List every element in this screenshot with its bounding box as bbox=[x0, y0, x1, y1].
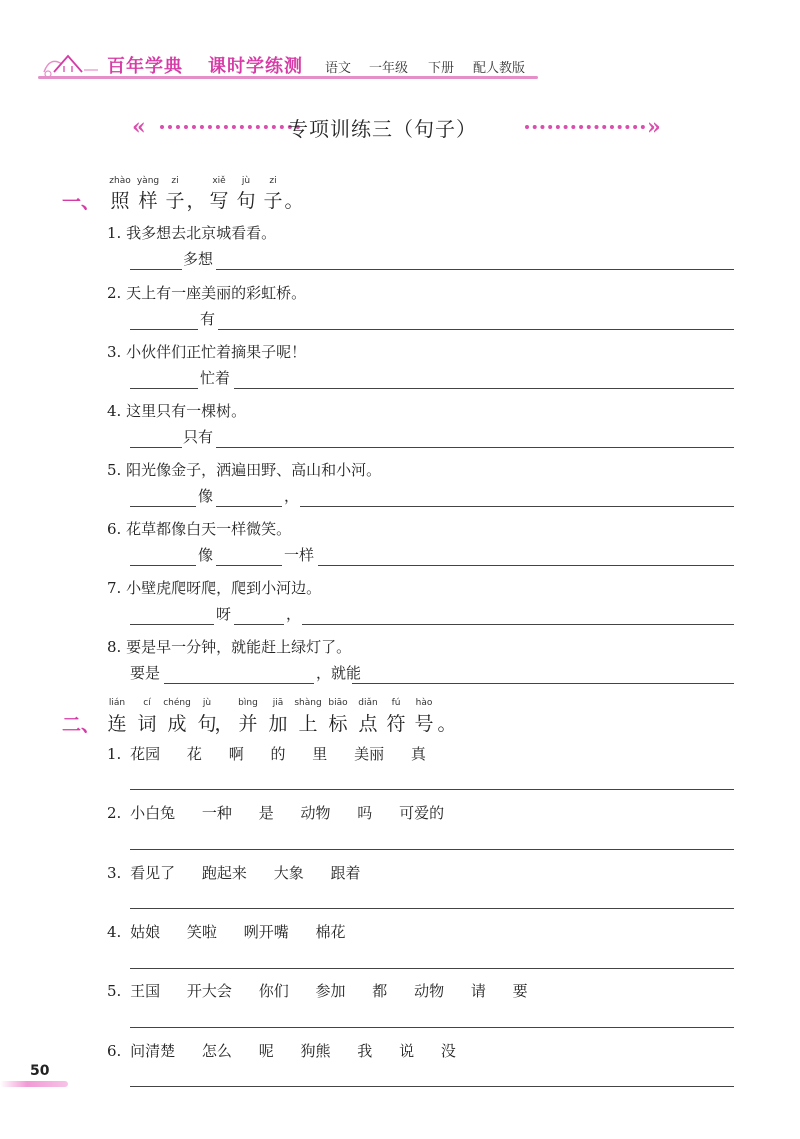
word: 看见了 bbox=[130, 864, 176, 882]
answer-blank[interactable] bbox=[130, 565, 196, 566]
answer-blank[interactable] bbox=[216, 269, 734, 270]
answer-line[interactable] bbox=[130, 968, 734, 969]
heading-char: 点 bbox=[358, 713, 378, 735]
answer-blank[interactable] bbox=[130, 329, 198, 330]
answer-line[interactable] bbox=[130, 1027, 734, 1028]
pattern-word: 多想 bbox=[183, 250, 214, 268]
answer-row bbox=[130, 605, 734, 627]
pattern-word: ，就能 bbox=[316, 664, 362, 682]
answer-blank[interactable] bbox=[234, 388, 734, 389]
pinyin: fú bbox=[391, 698, 401, 708]
item-index: 3. bbox=[107, 864, 122, 882]
answer-blank[interactable] bbox=[130, 269, 182, 270]
example-sentence: 7. 小壁虎爬呀爬，爬到小河边。 bbox=[107, 579, 322, 597]
word: 笑啦 bbox=[186, 923, 217, 941]
heading-char: 子 bbox=[263, 190, 283, 212]
item-index: 6. bbox=[107, 1042, 122, 1060]
house-logo-icon bbox=[40, 46, 100, 80]
pinyin: chéng bbox=[163, 698, 191, 708]
word-list bbox=[107, 802, 466, 823]
double-chevron-left-icon: « bbox=[132, 114, 140, 140]
word: 没 bbox=[440, 1042, 456, 1060]
pattern-word: 忙着 bbox=[200, 369, 231, 387]
word: 花 bbox=[186, 745, 202, 763]
answer-line[interactable] bbox=[130, 849, 734, 850]
answer-row bbox=[130, 250, 734, 272]
pinyin: jù bbox=[241, 176, 251, 186]
answer-blank[interactable] bbox=[302, 624, 734, 625]
heading-punct: 。 bbox=[284, 190, 304, 212]
heading-char: 词 bbox=[137, 713, 157, 735]
heading-char: 加 bbox=[268, 713, 288, 735]
word: 怎么 bbox=[201, 1042, 232, 1060]
section1-number: 一、 bbox=[62, 191, 101, 213]
answer-blank[interactable] bbox=[130, 447, 182, 448]
page-number: 50 bbox=[30, 1063, 50, 1079]
pattern-word: 像 bbox=[198, 487, 214, 505]
example-sentence: 2. 天上有一座美丽的彩虹桥。 bbox=[107, 284, 307, 302]
word: 动物 bbox=[300, 804, 331, 822]
word: 跑起来 bbox=[201, 864, 247, 882]
word: 要 bbox=[512, 982, 528, 1000]
answer-blank[interactable] bbox=[216, 565, 282, 566]
word: 小白兔 bbox=[130, 804, 176, 822]
word: 请 bbox=[470, 982, 486, 1000]
word: 都 bbox=[372, 982, 388, 1000]
pattern-word: 一样 bbox=[284, 546, 315, 564]
item-index: 5. bbox=[107, 982, 122, 1000]
answer-row bbox=[130, 428, 734, 450]
word: 棉花 bbox=[315, 923, 346, 941]
word-list bbox=[107, 980, 550, 1001]
word: 咧开嘴 bbox=[243, 923, 289, 941]
word: 美丽 bbox=[354, 745, 385, 763]
answer-blank[interactable] bbox=[130, 388, 198, 389]
example-sentence: 4. 这里只有一棵树。 bbox=[107, 402, 247, 420]
answer-row bbox=[130, 310, 734, 332]
word: 我 bbox=[357, 1042, 373, 1060]
pattern-word: 有 bbox=[200, 310, 216, 328]
answer-row bbox=[130, 369, 734, 391]
answer-blank[interactable] bbox=[234, 624, 284, 625]
pinyin: zhào bbox=[109, 176, 131, 186]
pattern-word: 像 bbox=[198, 546, 214, 564]
heading-char: 上 bbox=[298, 713, 318, 735]
answer-blank[interactable] bbox=[218, 329, 734, 330]
header-brand: 百年学典 bbox=[107, 56, 183, 77]
answer-row bbox=[130, 487, 734, 509]
pinyin: jiā bbox=[272, 698, 284, 708]
word: 开大会 bbox=[186, 982, 232, 1000]
example-sentence: 6. 花草都像白天一样微笑。 bbox=[107, 520, 292, 538]
example-sentence: 1. 我多想去北京城看看。 bbox=[107, 224, 277, 242]
heading-char: 符 bbox=[386, 713, 406, 735]
item-index: 2. bbox=[107, 804, 122, 822]
section2-number: 二、 bbox=[62, 714, 101, 736]
answer-line[interactable] bbox=[130, 789, 734, 790]
heading-char: 句 bbox=[236, 190, 256, 212]
example-sentence: 5. 阳光像金子，洒遍田野、高山和小河。 bbox=[107, 461, 382, 479]
pattern-word: ， bbox=[284, 487, 300, 505]
word: 你们 bbox=[258, 982, 289, 1000]
word: 参加 bbox=[315, 982, 346, 1000]
heading-punct: 。 bbox=[437, 713, 457, 735]
pinyin: cí bbox=[143, 698, 151, 708]
pinyin: xiě bbox=[212, 176, 226, 186]
answer-blank[interactable] bbox=[164, 683, 314, 684]
word: 花园 bbox=[130, 745, 161, 763]
page-number-strip bbox=[0, 1081, 68, 1087]
heading-punct: ， bbox=[214, 713, 234, 735]
heading-char: 成 bbox=[167, 713, 187, 735]
word: 真 bbox=[410, 745, 426, 763]
word: 是 bbox=[258, 804, 274, 822]
word-list bbox=[107, 862, 383, 883]
dotted-rule-left bbox=[160, 125, 300, 133]
heading-char: 并 bbox=[238, 713, 258, 735]
heading-char: 号 bbox=[414, 713, 434, 735]
word: 呢 bbox=[258, 1042, 274, 1060]
word: 可爱的 bbox=[399, 804, 445, 822]
pinyin: lián bbox=[108, 698, 126, 708]
pattern-word: 要是 bbox=[130, 664, 161, 682]
heading-char: 样 bbox=[138, 190, 158, 212]
page-title: 专项训练三（句子） bbox=[288, 117, 477, 141]
title-banner bbox=[130, 110, 670, 146]
pattern-word: 呀 bbox=[216, 605, 232, 623]
double-chevron-right-icon: » bbox=[647, 114, 655, 140]
word: 里 bbox=[312, 745, 328, 763]
answer-blank[interactable] bbox=[300, 506, 734, 507]
word: 的 bbox=[270, 745, 286, 763]
pinyin: zi bbox=[171, 176, 179, 186]
word: 吗 bbox=[357, 804, 373, 822]
heading-punct: ， bbox=[186, 190, 206, 212]
heading-char: 照 bbox=[110, 190, 130, 212]
pinyin: yàng bbox=[136, 176, 160, 186]
answer-row bbox=[130, 546, 734, 568]
word: 问清楚 bbox=[130, 1042, 176, 1060]
word-list bbox=[107, 743, 448, 764]
word: 说 bbox=[399, 1042, 415, 1060]
pinyin: jù bbox=[202, 698, 212, 708]
pattern-word: 只有 bbox=[183, 428, 214, 446]
heading-char: 句 bbox=[197, 713, 217, 735]
answer-blank[interactable] bbox=[130, 624, 214, 625]
answer-blank[interactable] bbox=[352, 683, 734, 684]
page-header bbox=[0, 40, 800, 90]
pinyin: bìng bbox=[238, 698, 258, 708]
dotted-rule-right bbox=[525, 125, 645, 133]
pinyin: shàng bbox=[294, 698, 322, 708]
pinyin: zi bbox=[269, 176, 277, 186]
word: 跟着 bbox=[330, 864, 361, 882]
header-course: 课时学练测 bbox=[208, 56, 303, 77]
answer-blank[interactable] bbox=[130, 506, 196, 507]
example-sentence: 8. 要是早一分钟，就能赶上绿灯了。 bbox=[107, 638, 352, 656]
pinyin: biāo bbox=[328, 698, 348, 708]
answer-line[interactable] bbox=[130, 908, 734, 909]
answer-row bbox=[130, 664, 734, 686]
answer-blank[interactable] bbox=[216, 506, 282, 507]
word: 啊 bbox=[228, 745, 244, 763]
word-list bbox=[107, 921, 368, 942]
header-edition: 配人教版 bbox=[473, 61, 526, 76]
item-index: 1. bbox=[107, 745, 122, 763]
answer-blank[interactable] bbox=[216, 447, 734, 448]
header-volume: 下册 bbox=[428, 61, 455, 76]
header-subject: 语文 bbox=[325, 61, 352, 76]
pinyin: diǎn bbox=[358, 698, 378, 708]
word: 王国 bbox=[130, 982, 161, 1000]
pattern-word: ， bbox=[286, 605, 302, 623]
answer-line[interactable] bbox=[130, 1086, 734, 1087]
header-grade: 一年级 bbox=[369, 61, 409, 76]
heading-char: 标 bbox=[328, 713, 348, 735]
word-list bbox=[107, 1040, 478, 1061]
word: 姑娘 bbox=[130, 923, 161, 941]
word: 动物 bbox=[414, 982, 445, 1000]
answer-blank[interactable] bbox=[318, 565, 734, 566]
word: 狗熊 bbox=[300, 1042, 331, 1060]
heading-char: 连 bbox=[107, 713, 127, 735]
word: 一种 bbox=[201, 804, 232, 822]
pinyin: hào bbox=[415, 698, 433, 708]
heading-char: 写 bbox=[209, 190, 229, 212]
word: 大象 bbox=[273, 864, 304, 882]
heading-char: 子 bbox=[165, 190, 185, 212]
item-index: 4. bbox=[107, 923, 122, 941]
example-sentence: 3. 小伙伴们正忙着摘果子呢！ bbox=[107, 343, 307, 361]
